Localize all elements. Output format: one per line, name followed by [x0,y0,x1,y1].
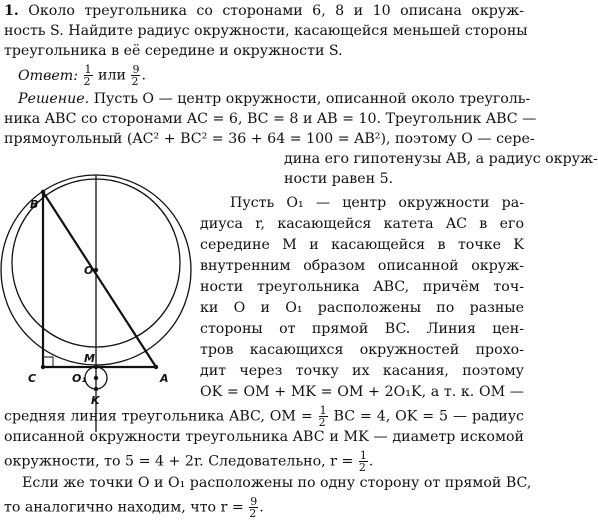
col-line-5: середине M и касающейся в точке K [200,237,524,253]
w5-text-a: то аналогично находим, что r = [4,499,244,516]
problem-line-3: треугольника в её середине и окружности S. [4,43,343,59]
w3-frac-num: 1 [359,449,367,462]
problem-number: 1. [4,3,19,19]
col-line-12: OK = OM + MK = OM + 2O₁K, а т. к. OM — [200,384,524,400]
answer-frac1-num: 1 [84,63,92,76]
w1-frac-den: 2 [318,416,326,429]
w5-frac-num: 9 [250,495,258,508]
label-a: A [160,372,169,385]
side-ab [43,192,156,367]
point-k [94,387,98,391]
problem-text-1: Около треугольника со сторонами 6, 8 и 10 описана окруж- [28,3,525,19]
point-o [94,268,98,272]
w5-text-b: . [259,499,264,516]
answer-or: или [98,67,126,84]
answer-frac2-num: 9 [132,63,140,76]
w3-text-b: . [368,453,374,470]
col-line-9: стороны от прямой BC. Линия цен- [200,321,524,337]
label-b: B [30,198,39,211]
label-o1: O₁ [72,372,87,385]
point-m [94,365,98,369]
solution-text-1: Пусть O — центр окружности, описанной около треуголь- [93,91,531,107]
label-k: K [91,394,100,407]
col-line-1: дина его гипотенузы AB, а радиус окруж- [284,151,598,167]
solution-line-2: ника ABC со сторонами AC = 6, BC = 8 и AB = 10. Треугольник ABC — [4,111,537,127]
label-o: O [84,264,94,277]
col-line-3: Пусть O₁ — центр окружности ра- [230,195,524,211]
col-line-8: ки O и O₁ расположены по разные [200,300,524,316]
w3-frac-den: 2 [358,461,366,474]
w5-frac-den: 2 [249,507,257,520]
point-c [41,365,45,369]
label-m: M [84,352,95,365]
col-line-2: ности равен 5. [284,171,394,187]
col-line-11: дит через точку их касания, поэтому [200,363,524,379]
w1-text-b: BC = 4, OK = 5 — радиус [333,408,524,425]
answer-label: Ответ: [18,67,78,84]
problem-line-2: ность S. Найдите радиус окружности, касающейся меньшей стороны [4,23,528,39]
w1-text-a: средняя линия треугольника ABC, OM = [4,408,313,425]
answer-frac2-den: 2 [131,75,139,88]
answer-line: Ответ: $\frac{1}{2}$ или $\frac{9}{2}$ . [4,64,524,87]
point-a [154,365,158,369]
col-line-6: внутренним образом описанной окруж- [200,258,524,274]
answer-frac1-den: 2 [83,75,91,88]
w1-frac-num: 1 [319,404,327,417]
label-c: C [28,372,37,385]
col-line-4: диуса r, касающейся катета AC в его [200,216,524,232]
point-o1 [94,376,98,380]
col-line-10: тров касающихся окружностей прохо- [200,342,524,358]
point-b [41,190,45,194]
w3-text-a: окружности, то 5 = 4 + 2r. Следовательно, r = [4,453,354,470]
solution-line-3: прямоугольный (AC² + BC² = 36 + 64 = 100 = AB²), поэтому O — сере- [4,131,535,147]
col-line-7: ности треугольника ABC, причём точ- [200,279,524,295]
solution-label: Решение. [18,91,90,107]
solution-line-w4: Если же точки O и O₁ расположены по одну сторону от прямой BC, [22,475,532,491]
solution-line-w2: описанной окружности треугольника ABC и MK — диаметр искомой [4,429,524,445]
